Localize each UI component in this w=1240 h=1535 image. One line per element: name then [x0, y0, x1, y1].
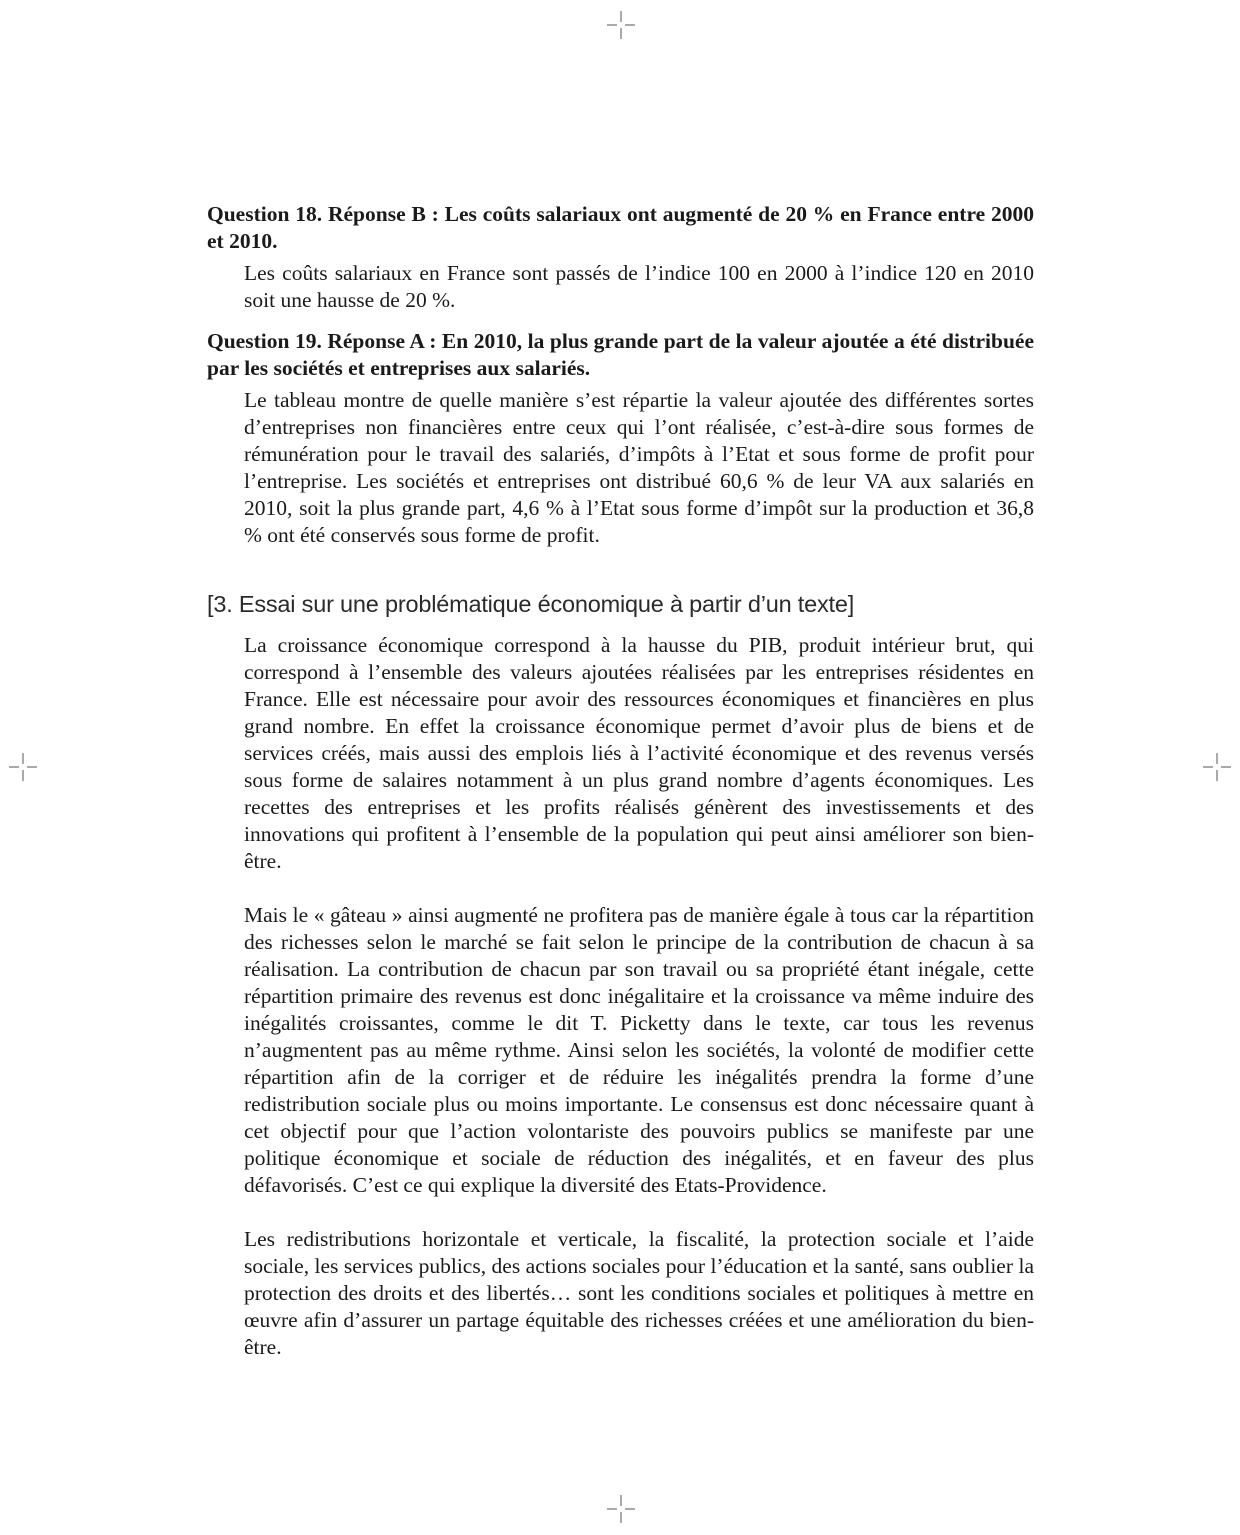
essay-body — [244, 632, 1034, 1361]
main-content — [207, 201, 1034, 1361]
answer-18-explanation: Les coûts salariaux en France sont passés de l’indice 100 en 2000 à l’indice 120 en 2010 soit une hausse de 20 %. — [244, 261, 1034, 312]
section-title: [3. Essai sur une problématique économique à partir d’un texte] — [207, 591, 855, 617]
essay-paragraph-3: Les redistributions horizontale et verticale, la fiscalité, la protection sociale et l’aide sociale, les services publics, des actions sociales pour l’éducation et la santé, sans oublier la protection des droits et des libertés… sont les conditions sociales et politiques à mettre en œuvre afin d’assurer un partage équitable des richesses créées et une amélioration du bien-être. — [244, 1227, 1034, 1359]
crop-mark-bottom-icon — [606, 1494, 636, 1524]
answer-18-heading: Question 18. Réponse B : Les coûts salariaux ont augmenté de 20 % en France entre 2000 et 2010. — [207, 202, 1034, 253]
essay-paragraph-1: La croissance économique correspond à la hausse du PIB, produit intérieur brut, qui correspond à l’ensemble des valeurs ajoutées réalisées par les entreprises résidentes en France. Elle est nécessaire pour avoir des ressources économiques et financières en plus grand nombre. En effet la croissance économique permet d’avoir plus de biens et de services créés, mais aussi des emplois liés à l’activité économique et des revenus versés sous forme de salaires notamment à un plus grand nombre d’agents économiques. Les recettes des entreprises et les profits réalisés génèrent des investissements et des innovations qui profitent à l’ensemble de la population qui peut ainsi améliorer son bien-être. — [244, 633, 1034, 873]
answer-18 — [207, 201, 1034, 314]
answer-19 — [207, 328, 1034, 549]
crop-mark-right-icon — [1202, 752, 1232, 782]
crop-mark-left-icon — [8, 752, 38, 782]
answer-19-explanation: Le tableau montre de quelle manière s’est répartie la valeur ajoutée des différentes sortes d’entreprises non financières entre ceux qui l’ont réalisée, c’est-à-dire sous formes de rémunération pour le travail des salariés, d’impôts à l’Etat et sous forme de profit pour l’entreprise. Les sociétés et entreprises ont distribué 60,6 % de leur VA aux salariés en 2010, soit la plus grande part, 4,6 % à l’Etat sous forme d’impôt sur la production et 36,8 % ont été conservés sous forme de profit. — [244, 388, 1034, 547]
answer-19-heading: Question 19. Réponse A : En 2010, la plus grande part de la valeur ajoutée a été distribuée par les sociétés et entreprises aux salariés. — [207, 329, 1034, 380]
crop-mark-top-icon — [606, 10, 636, 40]
essay-paragraph-2: Mais le « gâteau » ainsi augmenté ne profitera pas de manière égale à tous car la répartition des richesses selon le marché se fait selon le principe de la contribution de chacun à sa réalisation. La contribution de chacun par son travail ou sa propriété étant inégale, cette répartition primaire des revenus est donc inégalitaire et la croissance va même induire des inégalités croissantes, comme le dit T. Picketty dans le texte, car tous les revenus n’augmentent pas au même rythme. Ainsi selon les sociétés, la volonté de modifier cette répartition afin de la corriger et de réduire les inégalités prendra la forme d’une redistribution sociale plus ou moins importante. Le consensus est donc nécessaire quant à cet objectif pour que l’action volontariste des pouvoirs publics se manifeste par une politique économique et sociale de réduction des inégalités, et en faveur des plus défavorisés. C’est ce qui explique la diversité des Etats-Providence. — [244, 903, 1034, 1197]
